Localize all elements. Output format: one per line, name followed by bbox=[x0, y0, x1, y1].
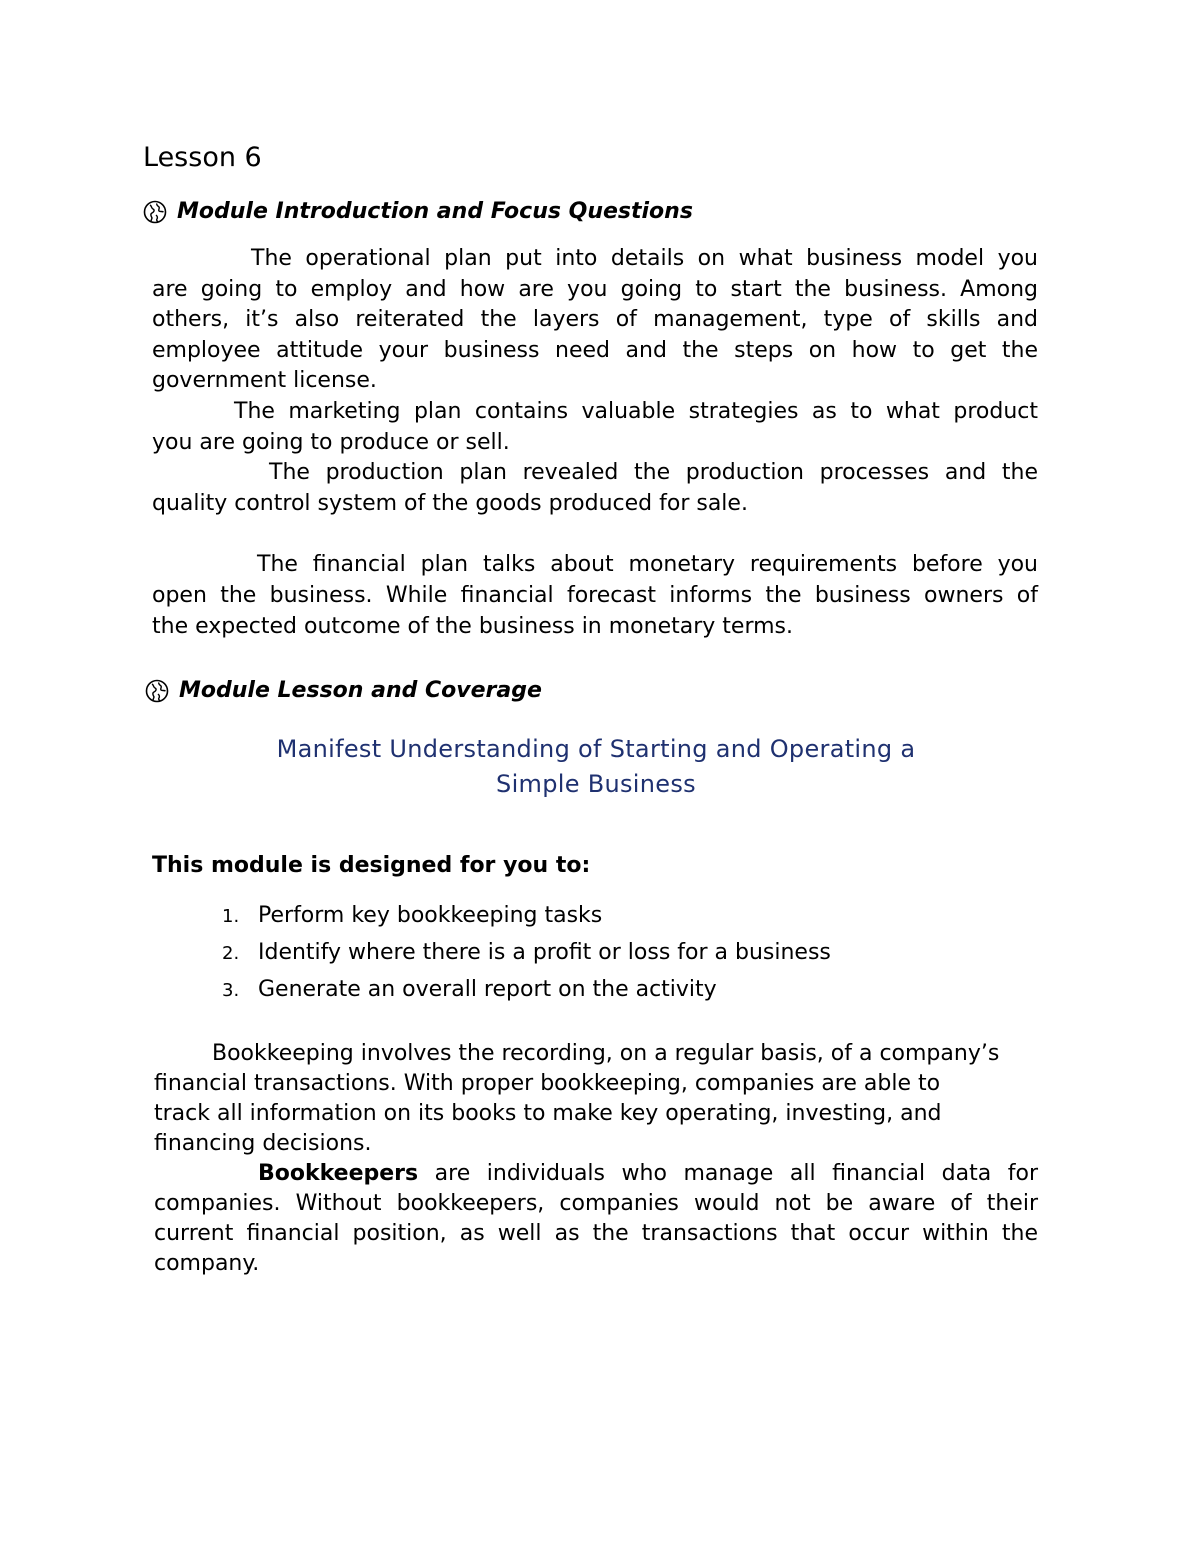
bookkeepers-line-1 bbox=[154, 1159, 1038, 1189]
bookkeepers-line-4: company. bbox=[154, 1251, 260, 1276]
list-text: Generate an overall report on the activity bbox=[258, 977, 717, 1002]
list-number: 2. bbox=[222, 943, 240, 964]
coverage-heading-text: Module Lesson and Coverage bbox=[179, 678, 542, 703]
bookkeeping-paragraphs bbox=[154, 1039, 1038, 1279]
globe-icon bbox=[145, 679, 169, 703]
bookkeepers-line-2: companies. Without bookkeepers, companies would not be aware of their bbox=[154, 1191, 1038, 1216]
production-line-1: The production plan revealed the production processes and the bbox=[269, 460, 1038, 486]
objectives-list bbox=[222, 898, 831, 1009]
intro-heading bbox=[143, 197, 693, 227]
objectives-heading: This module is designed for you to: bbox=[152, 853, 591, 878]
bookkeeping-line-3: track all information on its books to make key operating, investing, and bbox=[154, 1101, 942, 1126]
lesson-title: Lesson 6 bbox=[143, 142, 262, 173]
bookkeepers-line-3: current financial position, as well as the transactions that occur within the bbox=[154, 1221, 1038, 1246]
intro-paragraphs bbox=[152, 244, 1038, 642]
financial-line-3: the expected outcome of the business in monetary terms. bbox=[152, 613, 793, 639]
marketing-line-2: you are going to produce or sell. bbox=[152, 429, 510, 455]
module-title-line-1: Manifest Understanding of Starting and Operating a bbox=[276, 735, 916, 763]
intro-heading-text: Module Introduction and Focus Questions bbox=[177, 199, 693, 224]
module-title bbox=[0, 732, 1192, 802]
bookkeepers-line-1-rest: are individuals who manage all financial data for bbox=[418, 1161, 1038, 1186]
bookkeeping-line-1: Bookkeeping involves the recording, on a regular basis, of a company’s bbox=[212, 1041, 1000, 1066]
list-item bbox=[222, 898, 831, 935]
bookkeeping-line-2: financial transactions. With proper bookkeeping, companies are able to bbox=[154, 1071, 941, 1096]
financial-line-1: The financial plan talks about monetary requirements before you bbox=[257, 552, 1038, 578]
operational-line-1: The operational plan put into details on what business model you bbox=[251, 246, 1038, 271]
coverage-heading bbox=[145, 676, 542, 706]
operational-line-5: government license. bbox=[152, 368, 377, 394]
module-title-line-2: Simple Business bbox=[496, 770, 696, 798]
operational-line-4: employee attitude your business need and the steps on how to get the bbox=[152, 337, 1038, 363]
bookkeepers-term: Bookkeepers bbox=[258, 1161, 419, 1186]
list-number: 3. bbox=[222, 980, 240, 1001]
financial-line-2: open the business. While financial forecast informs the business owners of bbox=[152, 582, 1038, 608]
operational-line-3: others, it’s also reiterated the layers of management, type of skills and bbox=[152, 307, 1038, 333]
list-text: Perform key bookkeeping tasks bbox=[258, 903, 603, 928]
list-text: Identify where there is a profit or loss for a business bbox=[258, 940, 831, 965]
globe-icon bbox=[143, 200, 167, 224]
marketing-line-1: The marketing plan contains valuable strategies as to what product bbox=[234, 398, 1038, 424]
list-item bbox=[222, 972, 831, 1009]
operational-line-2: are going to employ and how are you going to start the business. Among bbox=[152, 276, 1038, 302]
production-line-2: quality control system of the goods produced for sale. bbox=[152, 490, 748, 516]
bookkeeping-line-4: financing decisions. bbox=[154, 1131, 372, 1156]
list-number: 1. bbox=[222, 906, 240, 927]
list-item bbox=[222, 935, 831, 972]
blank-line bbox=[152, 519, 1038, 550]
